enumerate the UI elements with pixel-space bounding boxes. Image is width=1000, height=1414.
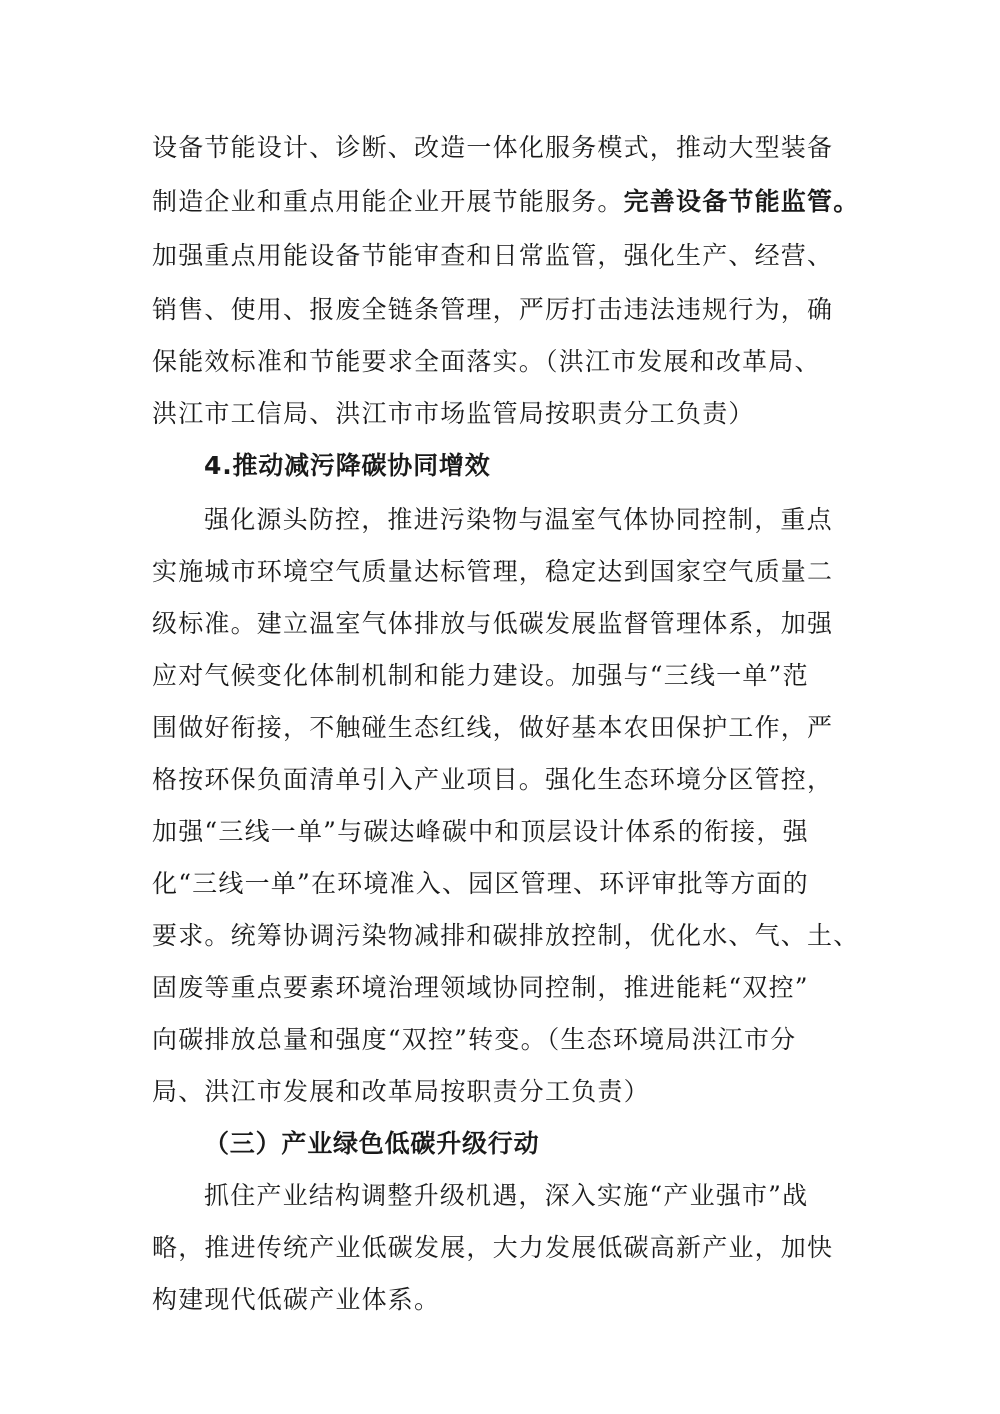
paragraph-2-line-6: 格按环保负面清单引入产业项目。强化生态环境分区管控， — [152, 765, 834, 794]
paragraph-3-line-1: 抓住产业结构调整升级机遇，深入实施“产业强市”战 — [204, 1181, 809, 1210]
paragraph-2-line-11: 向碳排放总量和强度“双控”转变。（生态环境局洪江市分 — [152, 1025, 797, 1054]
paragraph-1-line-3: 加强重点用能设备节能审查和日常监管，强化生产、经营、 — [152, 241, 834, 270]
paragraph-2-line-4: 应对气候变化体制机制和能力建设。加强与“三线一单”范 — [152, 661, 809, 690]
paragraph-2-line-9: 要求。统筹协调污染物减排和碳排放控制，优化水、气、土、 — [152, 921, 860, 950]
paragraph-3-line-2: 略，推进传统产业低碳发展，大力发展低碳高新产业，加快 — [152, 1233, 834, 1262]
paragraph-2-line-7: 加强“三线一单”与碳达峰碳中和顶层设计体系的衔接，强 — [152, 817, 809, 846]
paragraph-2-line-1: 强化源头防控，推进污染物与温室气体协同控制，重点 — [204, 505, 833, 534]
paragraph-2-line-12: 局、洪江市发展和改革局按职责分工负责） — [152, 1077, 650, 1106]
section-heading-3: （三）产业绿色低碳升级行动 — [204, 1129, 540, 1158]
paragraph-2-line-2: 实施城市环境空气质量达标管理，稳定达到国家空气质量二 — [152, 557, 834, 586]
paragraph-1-line-2 — [152, 182, 872, 222]
paragraph-3-line-3: 构建现代低碳产业体系。 — [152, 1285, 441, 1314]
paragraph-1-line-5: 保能效标准和节能要求全面落实。（洪江市发展和改革局、 — [152, 347, 821, 376]
paragraph-1-line-6: 洪江市工信局、洪江市市场监管局按职责分工负责） — [152, 399, 755, 428]
paragraph-2-line-10: 固废等重点要素环境治理领域协同控制，推进能耗“双控” — [152, 973, 809, 1002]
paragraph-1-line-1: 设备节能设计、诊断、改造一体化服务模式，推动大型装备 — [152, 133, 834, 162]
paragraph-2-line-5: 围做好衔接，不触碰生态红线，做好基本农田保护工作，严 — [152, 713, 834, 742]
paragraph-1-line-4: 销售、使用、报废全链条管理，严厉打击违法违规行为，确 — [152, 295, 834, 324]
emphasis-equipment-supervision: 完善设备节能监管。 — [623, 187, 860, 216]
paragraph-1-line-2-text: 制造企业和重点用能企业开展节能服务。 — [152, 187, 624, 216]
paragraph-2-line-8: 化“三线一单”在环境准入、园区管理、环评审批等方面的 — [152, 869, 809, 898]
section-heading-4: 4.推动减污降碳协同增效 — [204, 451, 491, 480]
paragraph-2-line-3: 级标准。建立温室气体排放与低碳发展监督管理体系，加强 — [152, 609, 834, 638]
